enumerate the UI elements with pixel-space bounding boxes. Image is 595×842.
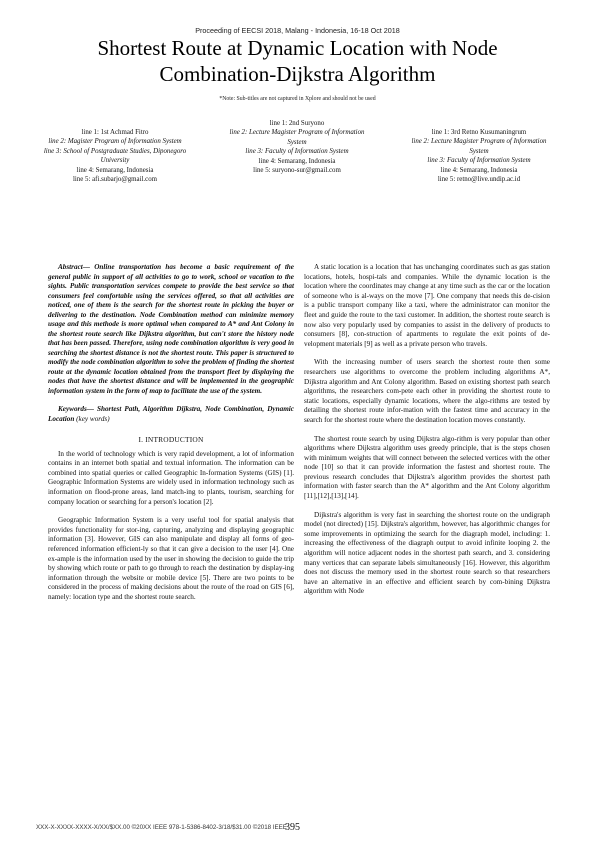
keywords	[48, 405, 294, 424]
author-org: line 3: Faculty of Information System	[427, 157, 531, 165]
page-number: 395	[285, 822, 300, 833]
abstract	[48, 263, 294, 424]
right-column	[304, 263, 550, 606]
body-paragraph: Geographic Information System is a very useful tool for spatial analysis that provides functionality for stor-ing, capturing, analyzing and displaying geographic information [3]. However, GIS can also manipulate and display all forms of geo-referenced information efficient-ly so that it can give a decision to the user [4]. One ex-ample is the information used by the user in showing the decision to guide the trip by showing which route or path to go through to reach the destination by display-ing information through the website or mobile device [5]. There are two points to be considered in the process of making decisions about the route of the road on GIS [6], namely: location type and the shortest route search.	[48, 516, 294, 601]
body-paragraph: In the world of technology which is very rapid development, a lot of information contains in an internet both spatial and textual information. The information can be combined into spatial queries or called Geographic In-formation Systems (GIS) [1]. Geographic Information Systems are widely used in information technology such as information on flood-prone areas, land match-ing to plants, tourism, searching for company location or searching for a person's location [2].	[48, 449, 294, 506]
author-email: line 5: retno@live.undip.ac.id	[437, 176, 521, 184]
author-name: line 1: 3rd Retno Kusumaningrum	[431, 129, 527, 136]
abstract-text: Abstract— Online transportation has become a basic requirement of the general public in support of all activities to go to work, school or vacation to the sights. Public transportation services compete to provide the best service so that consumers feel comfortable using the services offered, so that all activities are noticed, one of them is the search for the shortest route in picking the buyer or delivering to the destination. Node Combination method can minimize memory usage and this methode is more optimal when compared to A* and Ant Colony in the shortest route search like Dijkstra algorithm, but can't store the history node that has been passed. Therefore, using node combination algorithm is very good in searching the shortest distance is not the shortest route. This paper is structured to modify the node combination algorithm to solve the problem of finding the shortest route at the dynamic location obtained from the transport fleet by displaying the nodes that have the shortest distance and will be implemented in the geographic information system in the form of map to facilitate the use of the system.	[48, 263, 294, 395]
copyright-footer: XXX-X-XXXX-XXXX-X/XX/$XX.00 ©20XX IEEE 978-1-5386-8402-3/18/$31.00 ©2018 IEEE	[36, 824, 287, 831]
author-block-3	[404, 128, 554, 184]
body-paragraph: A static location is a location that has unchanging coordinates such as gas station locations, hotels, hospi-tals and companies. While the dynamic location is the location where the coordinates may change at any time such as the car or the location of someone who is al-ways on the move [7]. One company that needs this de-cision is a public transport company like a taxi, where the administrator can monitor the fleet and guide the route to the taxi customer. In addition, the shortest route search is now also very popularly used by companies to assist in the delivery of products to consumers [8], con-struction of apartments to regulate the exit points of de-velopment materials [9] as well as a private person who travels.	[304, 263, 550, 348]
title-line-1: Shortest Route at Dynamic Location with Node	[97, 36, 498, 60]
body-paragraph: The shortest route search by using Dijkstra algo-rithm is very popular than other algorithms where Dijkstra algorithm uses greedy principle, that is the steps chosen with minimum weights that will connect between the selected vertices with the other node [10] so that it can provide information the fastest and shortest route. The previous research concludes that Dijkstra's algorithm provides the shortest path information with faster search than the A* algorithm and the Ant Colony algorithm [11],[12],[13],[14].	[304, 434, 550, 501]
body-paragraph: With the increasing number of users search the shortest route then some researchers use algorithms to overcome the problem including algorithms A*, Dijkstra algorithm and Ant Colony algorithm. Based on existing shortest path search algorithms, the researchers com-pete each other in providing the shortest route to static locations, especially dynamic locations, where the algo-rithms are tested by detailing the shortest route infor-mation with the fastest time and accuracy in the search for the shortest route where the destination location moves constantly.	[304, 358, 550, 424]
proceeding-header: Proceeding of EECSI 2018, Malang - Indonesia, 16-18 Oct 2018	[195, 26, 400, 35]
author-dept: line 2: Magister Program of Information System	[48, 138, 182, 146]
author-email: line 5: afi.subarjo@gmail.com	[72, 176, 158, 184]
author-name: line 1: 1st Achmad Fitro	[81, 129, 149, 136]
subtitle-note: *Note: Sub-titles are not captured in Xplore and should not be used	[219, 96, 376, 102]
left-column	[48, 263, 294, 612]
keywords-text: Keywords— Shortest Path, Algorithm Dijkstra, Node Combination, Dynamic Location	[48, 405, 294, 423]
section-heading-introduction: I. INTRODUCTION	[138, 435, 204, 444]
author-email: line 5: suryono-sur@gmail.com	[253, 167, 341, 175]
author-city: line 4: Semarang, Indonesia	[440, 166, 518, 174]
author-dept: line 2: Lecture Magister Program of Information System	[411, 138, 547, 155]
title-line-2: Combination-Dijkstra Algorithm	[159, 62, 436, 86]
author-org: line 3: Faculty of Information System	[245, 148, 349, 156]
author-block-2	[222, 119, 372, 175]
body-paragraph: Dijkstra's algorithm is very fast in searching the shortest route on the undigraph model (not directed) [15]. Dijkstra's algorithm, however, has algorithmic changes for some improvements in optimizing the search for the diagraph model, including: 1. increasing the effectiveness of the diagraph output to avoid infinite looping 2. the algorithm will notice adjacent nodes in the shortest path search, and 3. considering many vertices that can separate labels simultaneously [16]. However, this algorithm does not discuss the memory used in the shortest route search so that researchers have an alternative in an effective and efficient search by com-bining Dijkstra algorithm with Node	[304, 510, 550, 596]
author-city: line 4: Semarang, Indonesia	[76, 166, 154, 174]
author-name: line 1: 2nd Suryono	[269, 120, 325, 127]
author-block-1	[40, 128, 190, 184]
author-dept: line 2: Lecture Magister Program of Information System	[229, 129, 365, 146]
paper-title	[40, 35, 555, 87]
author-city: line 4: Semarang, Indonesia	[258, 157, 336, 165]
keywords-tail: (key words)	[76, 414, 110, 423]
author-org: line 3: School of Postgraduate Studies, Diponegoro University	[43, 147, 187, 165]
